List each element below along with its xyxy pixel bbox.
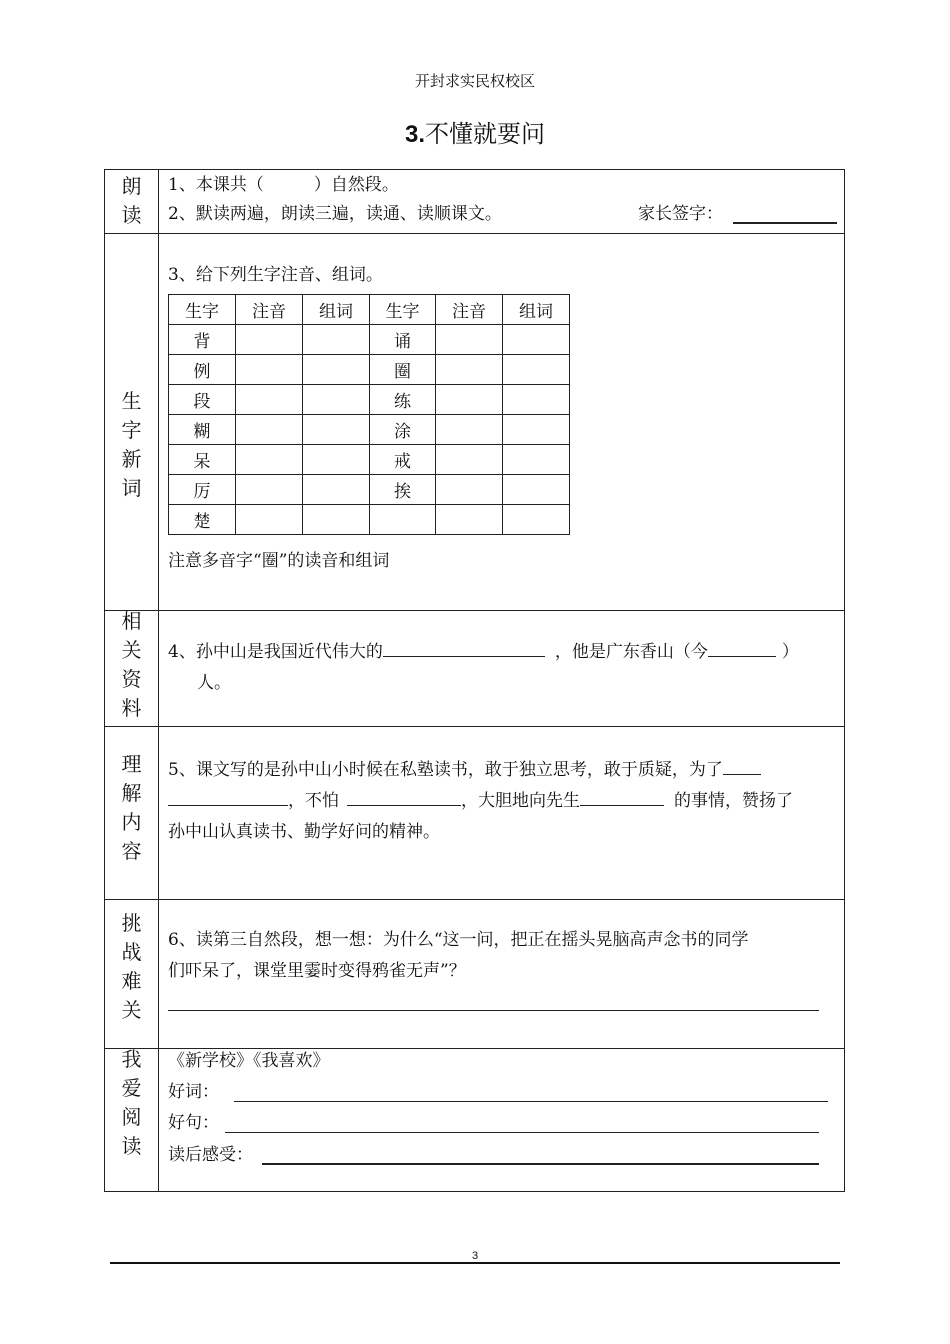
table-row: 背 诵 (169, 325, 570, 355)
worksheet-table (104, 169, 845, 1192)
school-header: 开封求实民权校区 (414, 72, 535, 90)
book-titles: 《新学校》《我喜欢》 (168, 1051, 330, 1071)
section-label-reading: 朗 读 (121, 174, 142, 227)
question-5-line2: ，不怕 ，大胆地向先生 的事情，赞扬了 (168, 789, 793, 812)
table-row: 例 圈 (169, 355, 570, 385)
question-2: 2、默读两遍，朗读三遍，读通、读顺课文。 (168, 204, 502, 224)
section-label-love-reading: 我 爱 阅 读 (121, 1047, 142, 1158)
question-5: 5、课文写的是孙中山小时候在私塾读书，敢于独立思考，敢于质疑，为了 (168, 758, 761, 781)
table-row: 糊 涂 (169, 415, 570, 445)
vocab-table (168, 294, 570, 535)
polyphone-note: 注意多音字“圈”的读音和组词 (168, 551, 390, 571)
blank-field[interactable] (708, 640, 776, 657)
question-6-line2: 们吓呆了，课堂里霎时变得鸦雀无声”？ (168, 961, 466, 981)
feelings-line[interactable] (262, 1163, 819, 1165)
good-sentences-label: 好句： (168, 1113, 219, 1133)
good-words-line[interactable] (234, 1101, 828, 1102)
good-sentences-line[interactable] (225, 1132, 819, 1133)
question-6: 6、读第三自然段，想一想：为什么“这一问，把正在摇头晃脑高声念书的同学 (168, 930, 749, 950)
section-label-info: 相 关 资 料 (121, 609, 142, 720)
question-4: 4、孙中山是我国近代伟大的 ，他是广东香山（今 ） (168, 642, 799, 662)
answer-line[interactable] (168, 1010, 819, 1011)
blank-field[interactable] (723, 758, 761, 775)
question-4-cont: 人。 (197, 673, 231, 693)
table-header-row: 生字 注音 组词 生字 注音 组词 (169, 295, 570, 325)
blank-field[interactable] (168, 789, 288, 806)
section-label-vocab: 生 字 新 词 (121, 389, 142, 500)
page-number: 3 (471, 1250, 479, 1262)
good-words-label: 好词： (168, 1082, 219, 1102)
question-3: 3、给下列生字注音、组词。 (168, 265, 383, 285)
blank-field[interactable] (347, 789, 461, 806)
section-label-challenge: 挑 战 难 关 (121, 911, 142, 1022)
footer-rule (110, 1262, 840, 1264)
table-row: 厉 挨 (169, 475, 570, 505)
section-label-understand: 理 解 内 容 (121, 752, 142, 863)
table-row: 楚 (169, 505, 570, 535)
parent-signature-line[interactable] (733, 222, 837, 224)
blank-field[interactable] (580, 789, 664, 806)
parent-signature-label: 家长签字： (638, 204, 723, 224)
question-1: 1、本课共（ ）自然段。 (168, 175, 399, 195)
blank-field[interactable] (383, 640, 545, 657)
table-row: 段 练 (169, 385, 570, 415)
feelings-label: 读后感受： (168, 1145, 253, 1165)
question-5-line3: 孙中山认真读书、勤学好问的精神。 (168, 822, 440, 842)
page-title: 3.不懂就要问 (404, 120, 545, 148)
table-row: 呆 戒 (169, 445, 570, 475)
